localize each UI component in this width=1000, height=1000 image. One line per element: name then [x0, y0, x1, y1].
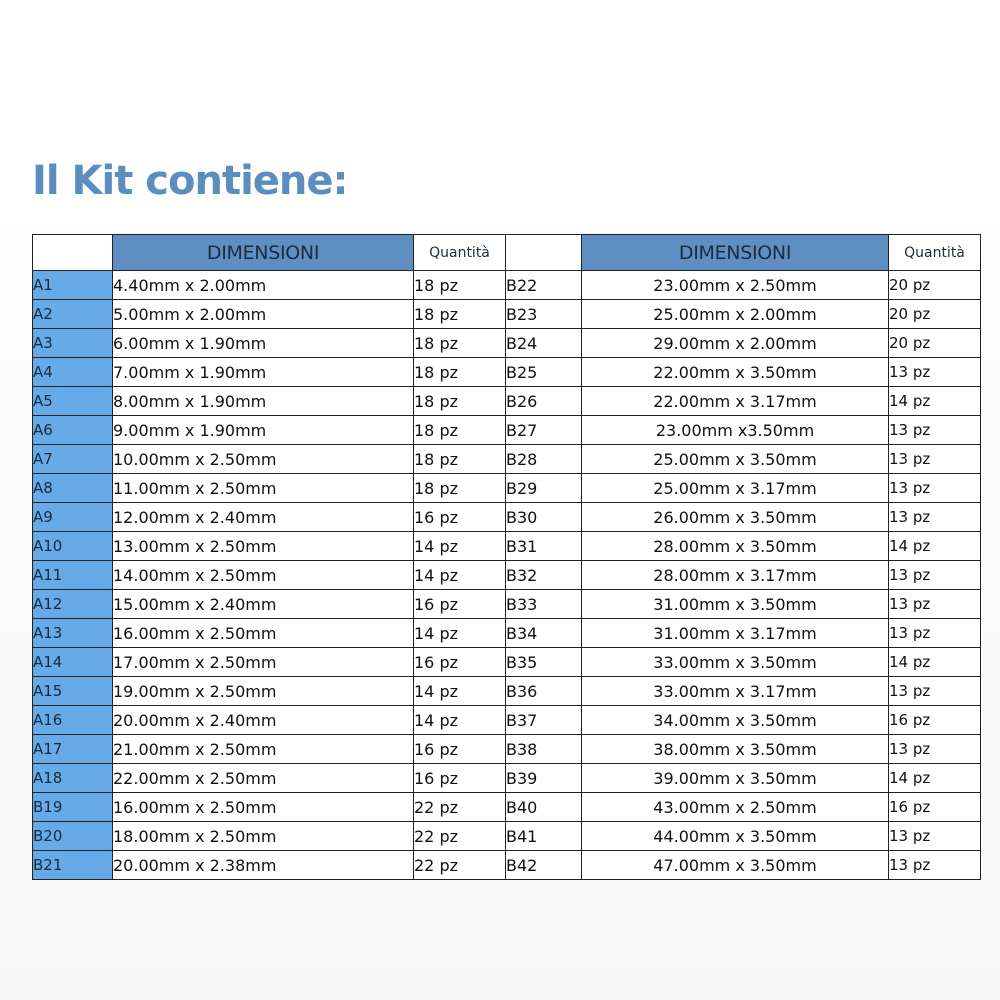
header-dimensions-left: DIMENSIONI	[113, 235, 414, 271]
item-code-b: B41	[506, 822, 582, 851]
item-code-b: B24	[506, 329, 582, 358]
dimension-a: 18.00mm x 2.50mm	[113, 822, 414, 851]
quantity-a: 22 pz	[414, 822, 506, 851]
quantity-b: 20 pz	[889, 271, 981, 300]
dimension-b: 47.00mm x 3.50mm	[582, 851, 889, 880]
quantity-a: 14 pz	[414, 561, 506, 590]
quantity-a: 16 pz	[414, 503, 506, 532]
quantity-b: 16 pz	[889, 793, 981, 822]
quantity-a: 14 pz	[414, 532, 506, 561]
quantity-a: 18 pz	[414, 416, 506, 445]
quantity-a: 14 pz	[414, 619, 506, 648]
item-code-b: B27	[506, 416, 582, 445]
dimension-a: 8.00mm x 1.90mm	[113, 387, 414, 416]
quantity-b: 13 pz	[889, 619, 981, 648]
dimension-b: 31.00mm x 3.17mm	[582, 619, 889, 648]
dimension-a: 14.00mm x 2.50mm	[113, 561, 414, 590]
quantity-b: 14 pz	[889, 387, 981, 416]
table-row	[33, 822, 981, 851]
dimension-b: 25.00mm x 3.50mm	[582, 445, 889, 474]
table-row	[33, 329, 981, 358]
item-code-a: A6	[33, 416, 113, 445]
dimension-a: 11.00mm x 2.50mm	[113, 474, 414, 503]
dimension-b: 29.00mm x 2.00mm	[582, 329, 889, 358]
item-code-a: A11	[33, 561, 113, 590]
table-row	[33, 735, 981, 764]
table-row	[33, 793, 981, 822]
dimension-b: 28.00mm x 3.17mm	[582, 561, 889, 590]
item-code-b: B36	[506, 677, 582, 706]
dimension-b: 43.00mm x 2.50mm	[582, 793, 889, 822]
item-code-a: A13	[33, 619, 113, 648]
item-code-a: B20	[33, 822, 113, 851]
quantity-b: 13 pz	[889, 416, 981, 445]
dimension-b: 33.00mm x 3.50mm	[582, 648, 889, 677]
table-row	[33, 677, 981, 706]
table-row	[33, 619, 981, 648]
dimension-b: 33.00mm x 3.17mm	[582, 677, 889, 706]
table-header	[33, 235, 981, 271]
quantity-b: 14 pz	[889, 764, 981, 793]
dimension-b: 34.00mm x 3.50mm	[582, 706, 889, 735]
quantity-b: 16 pz	[889, 706, 981, 735]
item-code-a: A1	[33, 271, 113, 300]
item-code-a: B19	[33, 793, 113, 822]
item-code-b: B42	[506, 851, 582, 880]
quantity-b: 13 pz	[889, 561, 981, 590]
item-code-a: A17	[33, 735, 113, 764]
dimension-a: 5.00mm x 2.00mm	[113, 300, 414, 329]
quantity-b: 13 pz	[889, 590, 981, 619]
item-code-b: B39	[506, 764, 582, 793]
dimension-b: 28.00mm x 3.50mm	[582, 532, 889, 561]
item-code-b: B40	[506, 793, 582, 822]
dimension-a: 6.00mm x 1.90mm	[113, 329, 414, 358]
dimension-a: 16.00mm x 2.50mm	[113, 793, 414, 822]
quantity-a: 18 pz	[414, 300, 506, 329]
dimension-b: 22.00mm x 3.17mm	[582, 387, 889, 416]
item-code-a: A15	[33, 677, 113, 706]
dimension-b: 23.00mm x 2.50mm	[582, 271, 889, 300]
quantity-b: 13 pz	[889, 445, 981, 474]
item-code-a: A12	[33, 590, 113, 619]
quantity-b: 20 pz	[889, 329, 981, 358]
quantity-a: 14 pz	[414, 706, 506, 735]
item-code-b: B37	[506, 706, 582, 735]
dimension-b: 39.00mm x 3.50mm	[582, 764, 889, 793]
table-row	[33, 532, 981, 561]
quantity-b: 13 pz	[889, 677, 981, 706]
quantity-a: 22 pz	[414, 851, 506, 880]
item-code-b: B25	[506, 358, 582, 387]
quantity-b: 13 pz	[889, 822, 981, 851]
table-row	[33, 851, 981, 880]
quantity-b: 14 pz	[889, 532, 981, 561]
header-code-right-blank	[506, 235, 582, 271]
item-code-b: B38	[506, 735, 582, 764]
quantity-a: 18 pz	[414, 358, 506, 387]
quantity-a: 16 pz	[414, 648, 506, 677]
dimension-a: 10.00mm x 2.50mm	[113, 445, 414, 474]
quantity-a: 18 pz	[414, 445, 506, 474]
quantity-a: 16 pz	[414, 735, 506, 764]
item-code-b: B33	[506, 590, 582, 619]
quantity-b: 14 pz	[889, 648, 981, 677]
item-code-b: B32	[506, 561, 582, 590]
table-row	[33, 358, 981, 387]
item-code-b: B34	[506, 619, 582, 648]
table-row	[33, 561, 981, 590]
table-row	[33, 706, 981, 735]
dimension-b: 25.00mm x 2.00mm	[582, 300, 889, 329]
item-code-b: B29	[506, 474, 582, 503]
table-row	[33, 474, 981, 503]
dimension-b: 22.00mm x 3.50mm	[582, 358, 889, 387]
kit-contents-table	[32, 234, 981, 880]
dimension-b: 31.00mm x 3.50mm	[582, 590, 889, 619]
item-code-b: B31	[506, 532, 582, 561]
item-code-a: A2	[33, 300, 113, 329]
dimension-b: 44.00mm x 3.50mm	[582, 822, 889, 851]
item-code-a: B21	[33, 851, 113, 880]
item-code-a: A14	[33, 648, 113, 677]
item-code-a: A18	[33, 764, 113, 793]
item-code-b: B22	[506, 271, 582, 300]
table-body	[33, 271, 981, 880]
item-code-a: A10	[33, 532, 113, 561]
item-code-b: B30	[506, 503, 582, 532]
quantity-a: 16 pz	[414, 764, 506, 793]
header-dimensions-right: DIMENSIONI	[582, 235, 889, 271]
item-code-a: A5	[33, 387, 113, 416]
quantity-a: 18 pz	[414, 474, 506, 503]
dimension-b: 26.00mm x 3.50mm	[582, 503, 889, 532]
dimension-a: 13.00mm x 2.50mm	[113, 532, 414, 561]
item-code-b: B35	[506, 648, 582, 677]
dimension-b: 25.00mm x 3.17mm	[582, 474, 889, 503]
dimension-a: 4.40mm x 2.00mm	[113, 271, 414, 300]
table-row	[33, 387, 981, 416]
dimension-a: 7.00mm x 1.90mm	[113, 358, 414, 387]
table-row	[33, 416, 981, 445]
table-row	[33, 503, 981, 532]
item-code-b: B28	[506, 445, 582, 474]
table-row	[33, 648, 981, 677]
quantity-b: 13 pz	[889, 474, 981, 503]
dimension-a: 15.00mm x 2.40mm	[113, 590, 414, 619]
item-code-a: A3	[33, 329, 113, 358]
dimension-a: 21.00mm x 2.50mm	[113, 735, 414, 764]
quantity-a: 18 pz	[414, 329, 506, 358]
page-title: Il Kit contiene:	[32, 158, 348, 204]
dimension-a: 22.00mm x 2.50mm	[113, 764, 414, 793]
table-row	[33, 300, 981, 329]
quantity-a: 14 pz	[414, 677, 506, 706]
item-code-a: A16	[33, 706, 113, 735]
item-code-a: A4	[33, 358, 113, 387]
quantity-a: 16 pz	[414, 590, 506, 619]
quantity-b: 13 pz	[889, 358, 981, 387]
dimension-b: 23.00mm x3.50mm	[582, 416, 889, 445]
quantity-a: 18 pz	[414, 387, 506, 416]
table-row	[33, 590, 981, 619]
quantity-a: 18 pz	[414, 271, 506, 300]
dimension-a: 9.00mm x 1.90mm	[113, 416, 414, 445]
quantity-b: 13 pz	[889, 503, 981, 532]
dimension-a: 17.00mm x 2.50mm	[113, 648, 414, 677]
header-row	[33, 235, 981, 271]
quantity-b: 13 pz	[889, 851, 981, 880]
item-code-a: A9	[33, 503, 113, 532]
table-row	[33, 445, 981, 474]
quantity-b: 20 pz	[889, 300, 981, 329]
header-quantity-left: Quantità	[414, 235, 506, 271]
item-code-a: A8	[33, 474, 113, 503]
quantity-a: 22 pz	[414, 793, 506, 822]
table-row	[33, 271, 981, 300]
dimension-a: 12.00mm x 2.40mm	[113, 503, 414, 532]
dimension-a: 20.00mm x 2.40mm	[113, 706, 414, 735]
item-code-b: B23	[506, 300, 582, 329]
dimension-b: 38.00mm x 3.50mm	[582, 735, 889, 764]
dimension-a: 20.00mm x 2.38mm	[113, 851, 414, 880]
quantity-b: 13 pz	[889, 735, 981, 764]
header-quantity-right: Quantità	[889, 235, 981, 271]
item-code-b: B26	[506, 387, 582, 416]
item-code-a: A7	[33, 445, 113, 474]
dimension-a: 19.00mm x 2.50mm	[113, 677, 414, 706]
dimension-a: 16.00mm x 2.50mm	[113, 619, 414, 648]
table-row	[33, 764, 981, 793]
header-blank-cell	[33, 235, 113, 271]
